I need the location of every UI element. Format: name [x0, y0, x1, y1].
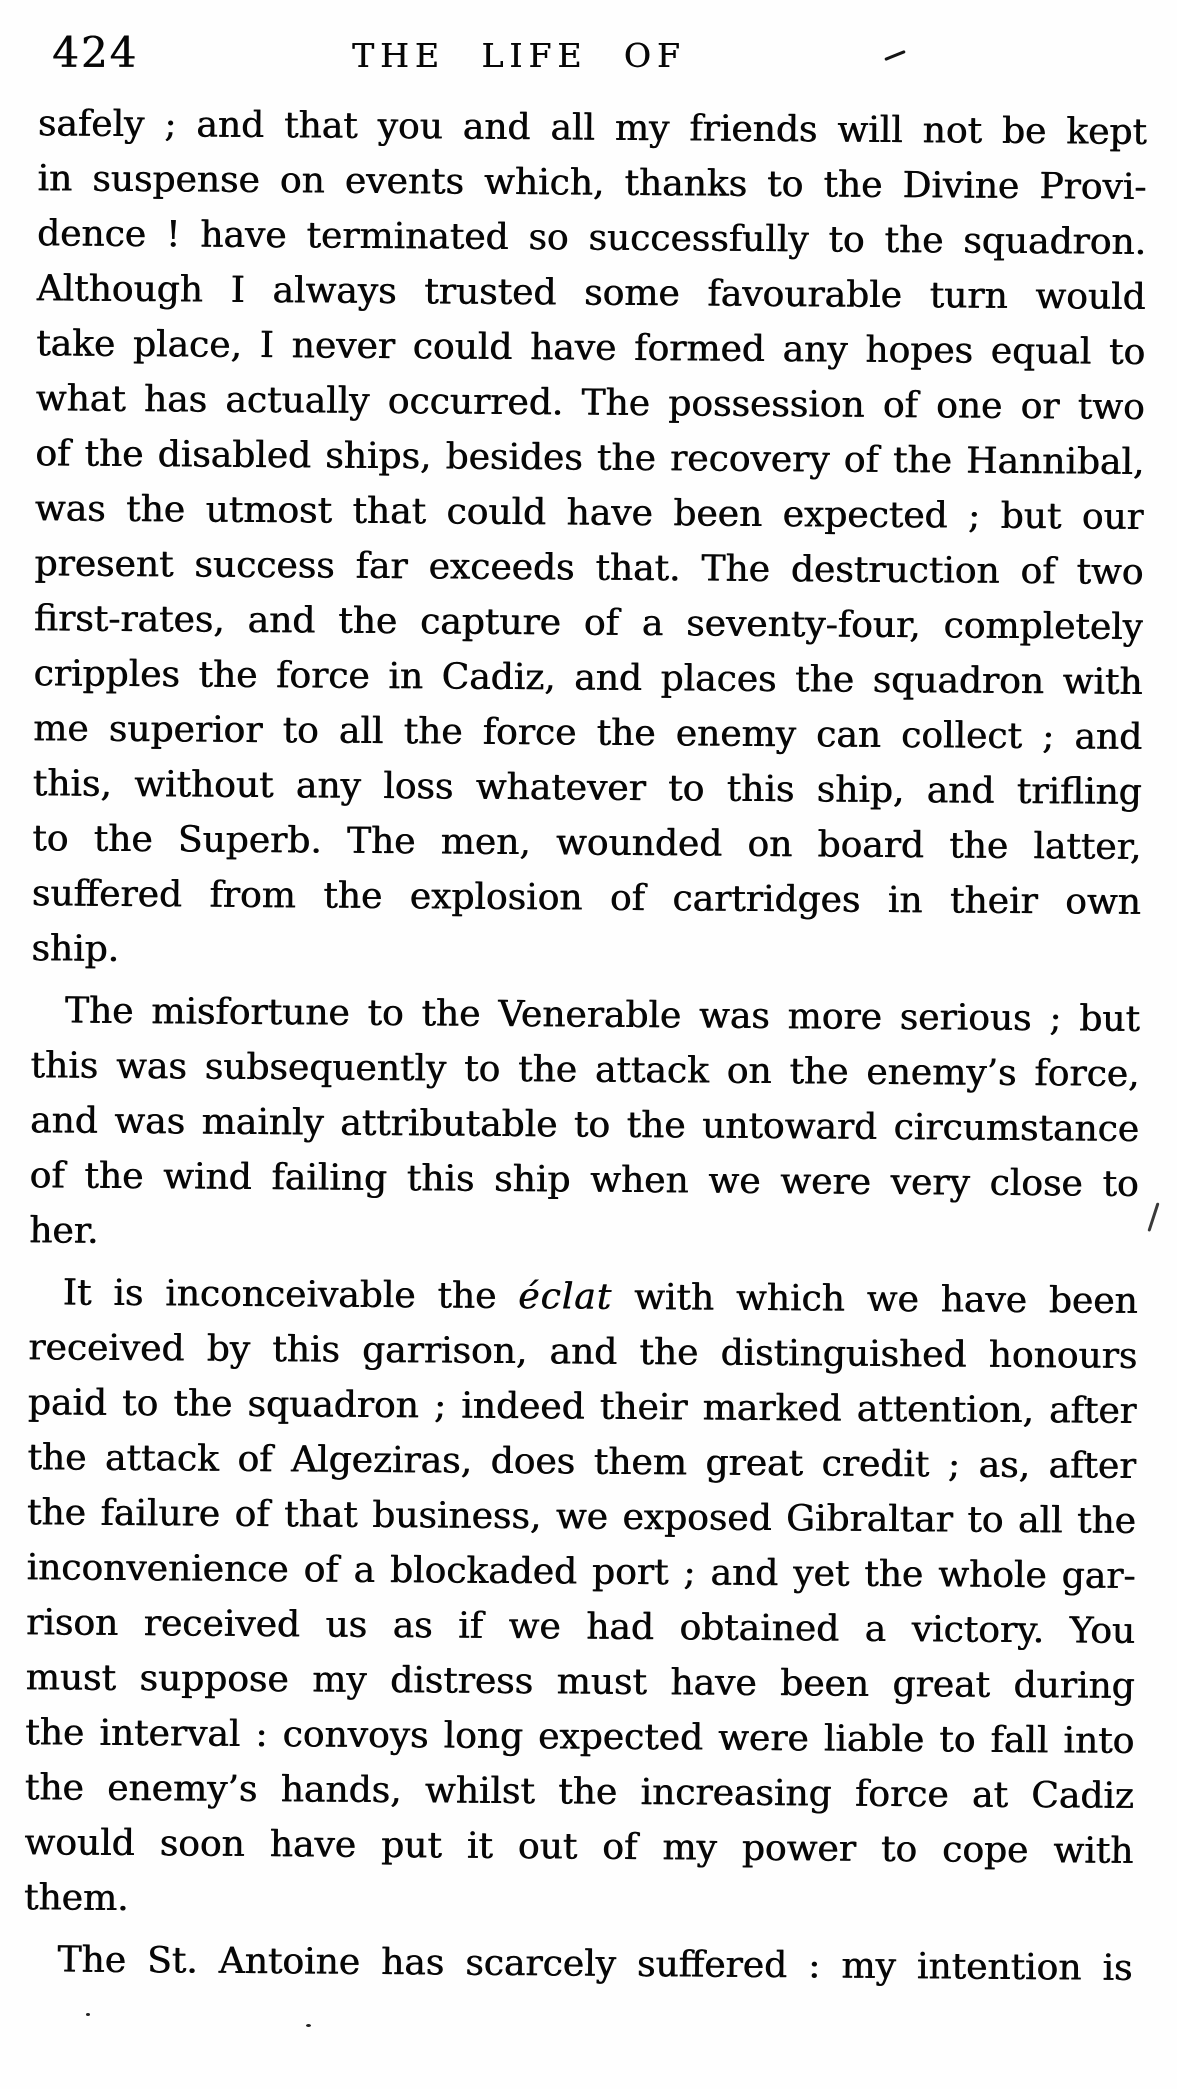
text-line: what has actually occurred. The possession of one or two: [35, 378, 1145, 428]
text-line: The misfortune to the Venerable was more serious ; but: [64, 990, 1140, 1040]
page-header: [0, 0, 1177, 90]
text-line: them.: [23, 1877, 129, 1920]
scan-speck-icon: [86, 2013, 90, 2016]
text-line: It is inconceivable the éclat with which we have been: [62, 1272, 1138, 1322]
text-line: me superior to all the force the enemy can collect ; and: [32, 708, 1143, 758]
scan-mark-icon: [884, 50, 906, 61]
text-line: rison received us as if we had obtained a victory. You: [25, 1602, 1136, 1652]
text-line: of the disabled ships, besides the recovery of the Hannibal,: [35, 433, 1145, 483]
text-line: Although I always trusted some favourable turn would: [36, 268, 1146, 319]
page-text: [0, 96, 1177, 2003]
paragraph: [31, 96, 1147, 985]
text-line: the failure of that business, we exposed Gibraltar to all the: [26, 1492, 1137, 1542]
text-line: The St. Antoine has scarcely suffered : my intention is: [57, 1939, 1133, 1989]
text-line: to the Superb. The men, wounded on board the latter,: [32, 818, 1142, 868]
text-line: of the wind failing this ship when we were very close to: [29, 1155, 1139, 1205]
page-number: 424: [52, 28, 139, 77]
text-line: the attack of Algeziras, does them great credit ; as, after: [27, 1437, 1137, 1487]
text-line: the interval : convoys long expected were liable to fall into: [24, 1712, 1135, 1762]
paragraph: [29, 983, 1140, 1267]
text-line: her.: [28, 1210, 99, 1252]
paragraph: [24, 1265, 1138, 1934]
scan-speck-icon: [306, 2024, 311, 2027]
text-line: suffered from the explosion of cartridges in their own: [31, 873, 1141, 923]
text-line: in suspense on events which, thanks to the Divine Provi-: [37, 158, 1147, 209]
text-line: take place, I never could have formed any hopes equal to: [35, 323, 1146, 374]
text-line: present success far exceeds that. The destruction of two: [34, 543, 1144, 593]
running-title: THE LIFE OF: [352, 36, 686, 75]
text-line: and was mainly attributable to the untoward circumstance: [29, 1100, 1140, 1150]
text-line: would soon have put it out of my power to cope with: [24, 1822, 1134, 1872]
text-line: was the utmost that could have been expected ; but our: [34, 488, 1144, 538]
paragraph: [23, 1932, 1132, 1996]
text-line: paid to the squadron ; indeed their marked attention, after: [27, 1382, 1137, 1432]
text-line: safely ; and that you and all my friends will not be kept: [37, 103, 1147, 154]
text-line: the enemy’s hands, whilst the increasing force at Cadiz: [24, 1767, 1134, 1817]
text-line: must suppose my distress must have been great during: [25, 1657, 1135, 1707]
text-line: this was subsequently to the attack on the enemy’s force,: [30, 1045, 1140, 1095]
text-line: first-rates, and the capture of a seventy-four, completely: [33, 598, 1144, 648]
text-line: ship.: [31, 928, 120, 970]
text-line: inconvenience of a blockaded port ; and yet the whole gar-: [26, 1547, 1136, 1597]
text-line: cripples the force in Cadiz, and places the squadron with: [33, 653, 1143, 703]
text-line: dence ! have terminated so successfully to the squadron.: [36, 213, 1147, 264]
text-line: this, without any loss whatever to this ship, and trifling: [32, 763, 1142, 813]
text-line: received by this garrison, and the distinguished honours: [28, 1327, 1138, 1377]
